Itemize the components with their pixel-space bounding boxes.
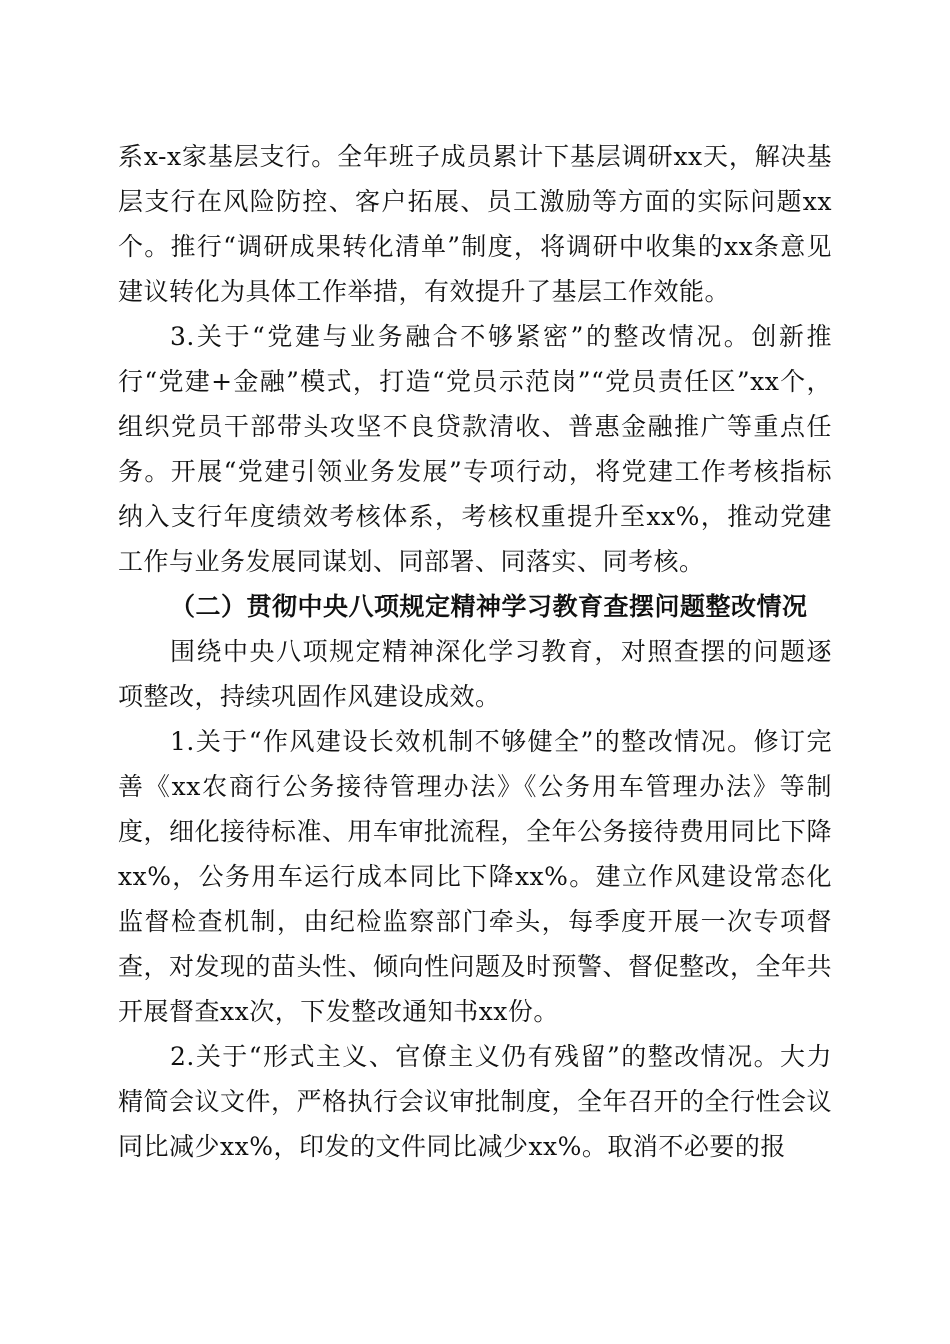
document-body — [118, 134, 832, 1169]
paragraph-item-2-formalism: 2.关于“形式主义、官僚主义仍有残留”的整改情况。大力精简会议文件，严格执行会议审批制度，全年召开的全行性会议同比减少xx%，印发的文件同比减少xx%。取消不必要的报 — [118, 1042, 833, 1161]
section-heading-2: （二）贯彻中央八项规定精神学习教育查摆问题整改情况 — [170, 592, 808, 621]
paragraph-continuation: 系x-x家基层支行。全年班子成员累计下基层调研xx天，解决基层支行在风险防控、客户拓展、员工激励等方面的实际问题xx个。推行“调研成果转化清单”制度，将调研中收集的xx条意见建议转化为具体工作举措，有效提升了基层工作效能。 — [118, 142, 832, 306]
paragraph-item-3-party-building: 3.关于“党建与业务融合不够紧密”的整改情况。创新推行“党建+金融”模式，打造“党员示范岗”“党员责任区”xx个，组织党员干部带头攻坚不良贷款清收、普惠金融推广等重点任务。开展“党建引领业务发展”专项行动，将党建工作考核指标纳入支行年度绩效考核体系，考核权重提升至xx%，推动党建工作与业务发展同谋划、同部署、同落实、同考核。 — [118, 322, 832, 576]
paragraph-section-2-intro: 围绕中央八项规定精神深化学习教育，对照查摆的问题逐项整改，持续巩固作风建设成效。 — [118, 637, 832, 711]
paragraph-item-1-work-style: 1.关于“作风建设长效机制不够健全”的整改情况。修订完善《xx农商行公务接待管理办法》《公务用车管理办法》等制度，细化接待标准、用车审批流程，全年公务接待费用同比下降xx%，公务用车运行成本同比下降xx%。建立作风建设常态化监督检查机制，由纪检监察部门牵头，每季度开展一次专项督查，对发现的苗头性、倾向性问题及时预警、督促整改，全年共开展督查xx次，下发整改通知书xx份。 — [118, 727, 833, 1026]
